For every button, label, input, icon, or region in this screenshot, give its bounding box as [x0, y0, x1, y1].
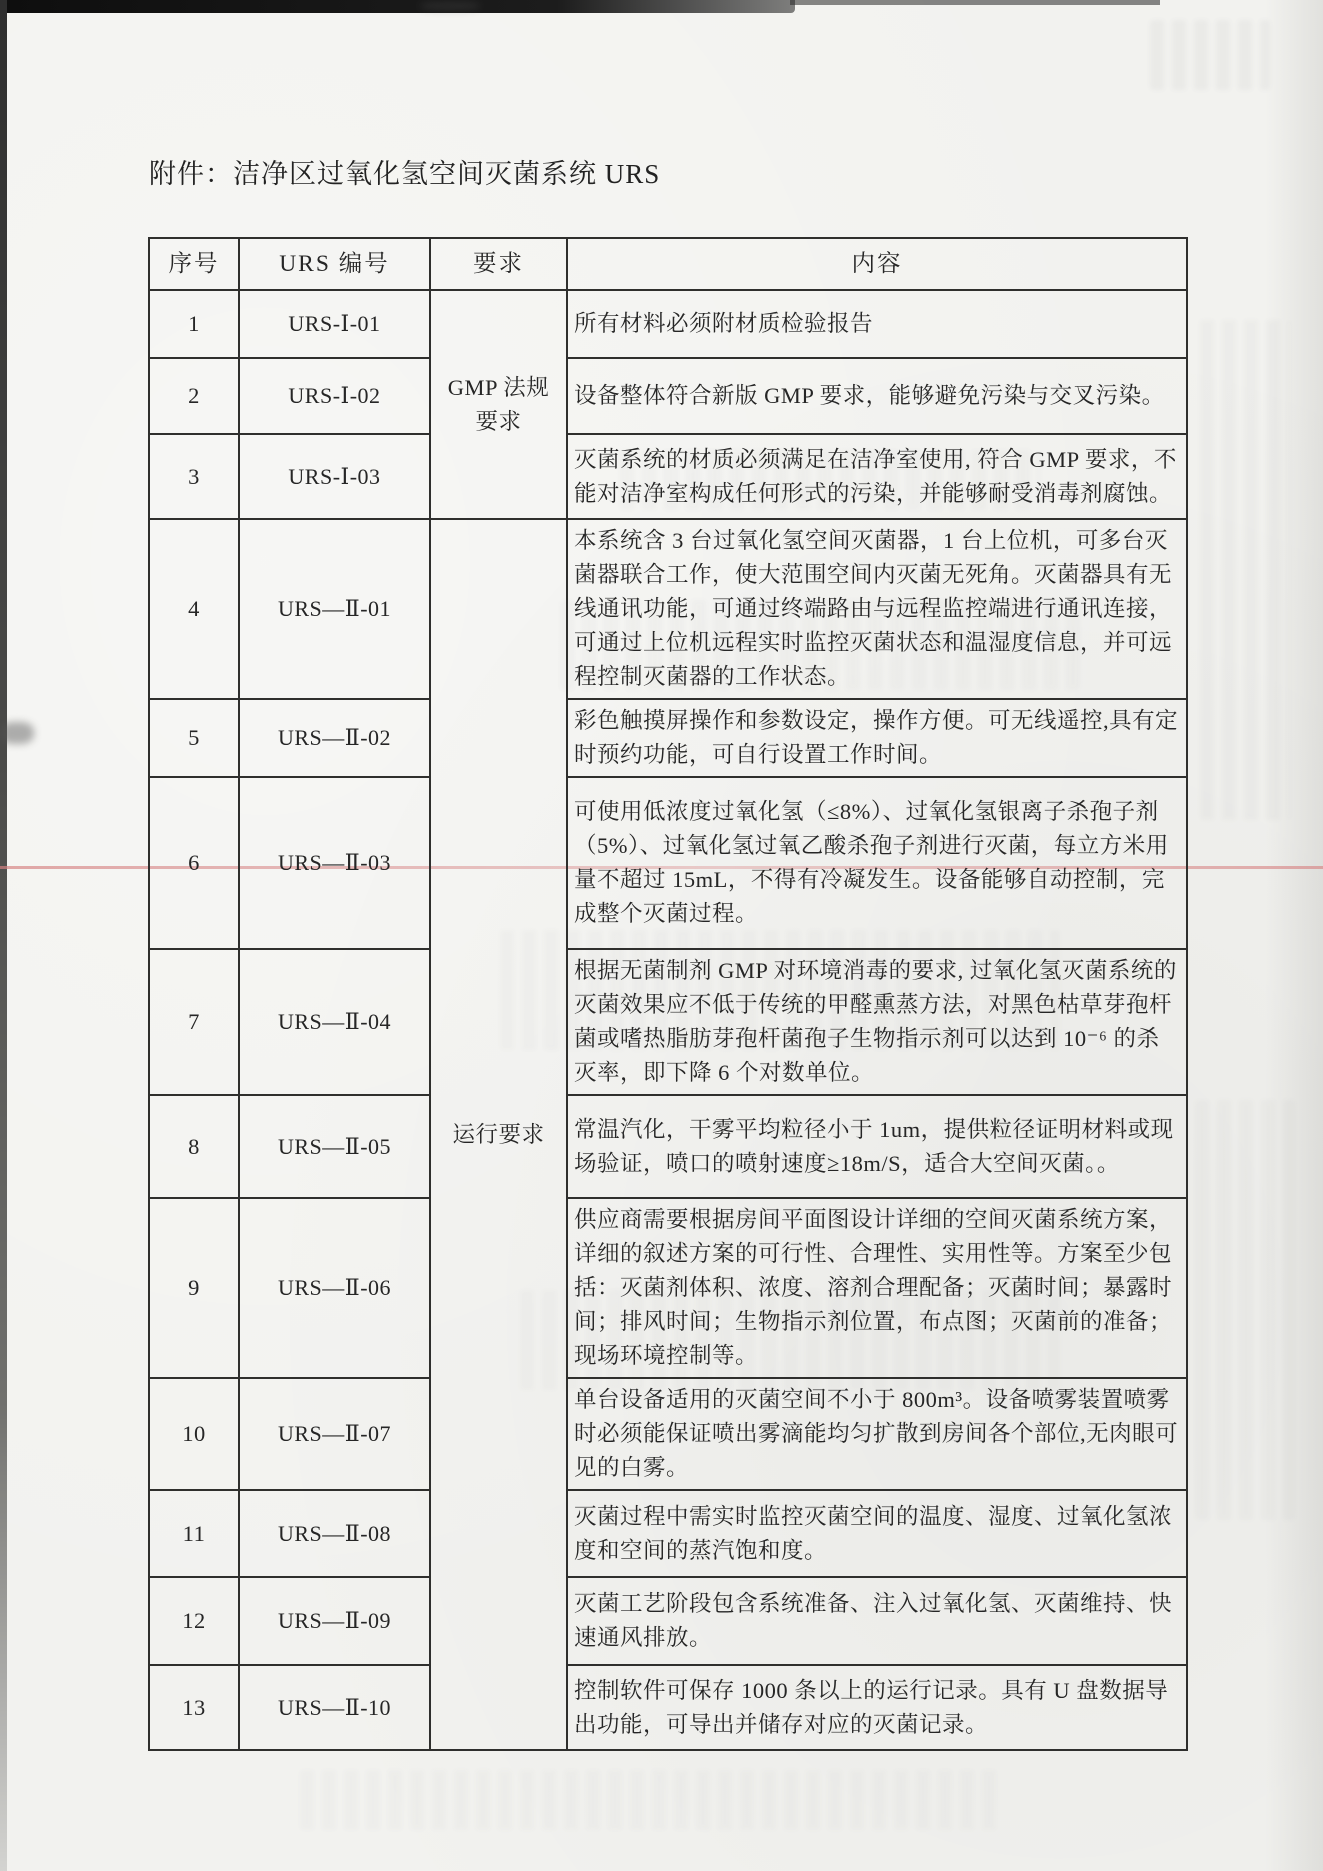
document-title: 附件：洁净区过氧化氢空间灭菌系统 URS	[149, 159, 661, 189]
cell-content: 根据无菌制剂 GMP 对环境消毒的要求, 过氧化氢灭菌系统的灭菌效果应不低于传统的甲醛熏蒸方法，对黑色枯草芽孢杆菌或嗜热脂肪芽孢杆菌孢子生物指示剂可以达到 10⁻⁶ 的杀灭率，即下降 6 个对数单位。	[567, 949, 1187, 1095]
table-row	[149, 949, 1187, 1095]
table-row	[149, 1577, 1187, 1665]
cell-urs: URS—Ⅱ-06	[239, 1198, 430, 1378]
cell-urs: URS—Ⅱ-05	[239, 1095, 430, 1198]
bleedthrough-artifact	[1200, 320, 1290, 820]
scan-edge-artifact	[0, 0, 7, 1871]
table-row	[149, 519, 1187, 699]
scan-smudge	[0, 722, 34, 744]
bleedthrough-artifact	[1150, 20, 1270, 90]
header-urs: URS 编号	[239, 238, 430, 290]
bleedthrough-artifact	[1195, 1100, 1295, 1520]
table-header-row	[149, 238, 1187, 290]
cell-content: 单台设备适用的灭菌空间不小于 800m³。设备喷雾装置喷雾时必须能保证喷出雾滴能均匀扩散到房间各个部位,无肉眼可见的白雾。	[567, 1378, 1187, 1490]
cell-no: 8	[149, 1095, 239, 1198]
cell-content: 灭菌工艺阶段包含系统准备、注入过氧化氢、灭菌维持、快速通风排放。	[567, 1577, 1187, 1665]
cell-urs: URS—Ⅱ-08	[239, 1490, 430, 1577]
cell-no: 3	[149, 434, 239, 519]
cell-urs: URS—Ⅱ-10	[239, 1665, 430, 1750]
cell-req-group-run: 运行要求	[430, 519, 567, 1750]
cell-no: 5	[149, 699, 239, 777]
cell-content: 灭菌系统的材质必须满足在洁净室使用, 符合 GMP 要求，不能对洁净室构成任何形式的污染，并能够耐受消毒剂腐蚀。	[567, 434, 1187, 519]
cell-content: 可使用低浓度过氧化氢（≤8%）、过氧化氢银离子杀孢子剂（5%）、过氧化氢过氧乙酸杀孢子剂进行灭菌，每立方米用量不超过 15mL，不得有冷凝发生。设备能够自动控制，完成整个灭菌过程。	[567, 777, 1187, 949]
cell-no: 11	[149, 1490, 239, 1577]
cell-urs: URS-Ⅰ-01	[239, 290, 430, 358]
cell-urs: URS-Ⅰ-03	[239, 434, 430, 519]
table-row	[149, 1490, 1187, 1577]
cell-no: 7	[149, 949, 239, 1095]
urs-table	[148, 237, 1188, 1751]
cell-no: 9	[149, 1198, 239, 1378]
scan-edge-artifact	[790, 0, 1160, 5]
scan-edge-artifact	[0, 0, 795, 13]
scan-edge-artifact	[1265, 0, 1323, 1871]
cell-content: 灭菌过程中需实时监控灭菌空间的温度、湿度、过氧化氢浓度和空间的蒸汽饱和度。	[567, 1490, 1187, 1577]
cell-urs: URS—Ⅱ-07	[239, 1378, 430, 1490]
cell-no: 13	[149, 1665, 239, 1750]
cell-req-group-gmp: GMP 法规要求	[430, 290, 567, 519]
header-req: 要求	[430, 238, 567, 290]
bleedthrough-artifact	[300, 1770, 1000, 1830]
cell-no: 4	[149, 519, 239, 699]
cell-no: 1	[149, 290, 239, 358]
cell-urs: URS—Ⅱ-03	[239, 777, 430, 949]
table-row	[149, 1198, 1187, 1378]
cell-urs: URS—Ⅱ-09	[239, 1577, 430, 1665]
header-content: 内容	[567, 238, 1187, 290]
cell-no: 12	[149, 1577, 239, 1665]
table-row	[149, 290, 1187, 358]
table-row	[149, 1095, 1187, 1198]
table-row	[149, 358, 1187, 434]
cell-content: 控制软件可保存 1000 条以上的运行记录。具有 U 盘数据导出功能，可导出并储存对应的灭菌记录。	[567, 1665, 1187, 1750]
cell-content: 常温汽化，干雾平均粒径小于 1um，提供粒径证明材料或现场验证，喷口的喷射速度≥18m/S，适合大空间灭菌。。	[567, 1095, 1187, 1198]
table-row	[149, 1378, 1187, 1490]
table-row	[149, 434, 1187, 519]
table-row	[149, 699, 1187, 777]
table-row	[149, 1665, 1187, 1750]
cell-content: 设备整体符合新版 GMP 要求，能够避免污染与交叉污染。	[567, 358, 1187, 434]
cell-no: 6	[149, 777, 239, 949]
cell-urs: URS—Ⅱ-01	[239, 519, 430, 699]
cell-content: 本系统含 3 台过氧化氢空间灭菌器，1 台上位机，可多台灭菌器联合工作，使大范围空间内灭菌无死角。灭菌器具有无线通讯功能，可通过终端路由与远程监控端进行通讯连接，可通过上位机远程实时监控灭菌状态和温湿度信息，并可远程控制灭菌器的工作状态。	[567, 519, 1187, 699]
cell-urs: URS—Ⅱ-04	[239, 949, 430, 1095]
cell-content: 供应商需要根据房间平面图设计详细的空间灭菌系统方案，详细的叙述方案的可行性、合理性、实用性等。方案至少包括：灭菌剂体积、浓度、溶剂合理配备；灭菌时间；暴露时间；排风时间；生物指示剂位置，布点图；灭菌前的准备；现场环境控制等。	[567, 1198, 1187, 1378]
table-row	[149, 777, 1187, 949]
cell-content: 所有材料必须附材质检验报告	[567, 290, 1187, 358]
header-no: 序号	[149, 238, 239, 290]
cell-urs: URS—Ⅱ-02	[239, 699, 430, 777]
cell-no: 2	[149, 358, 239, 434]
scan-smudge	[420, 2, 480, 10]
cell-no: 10	[149, 1378, 239, 1490]
cell-urs: URS-Ⅰ-02	[239, 358, 430, 434]
cell-content: 彩色触摸屏操作和参数设定，操作方便。可无线遥控,具有定时预约功能，可自行设置工作时间。	[567, 699, 1187, 777]
